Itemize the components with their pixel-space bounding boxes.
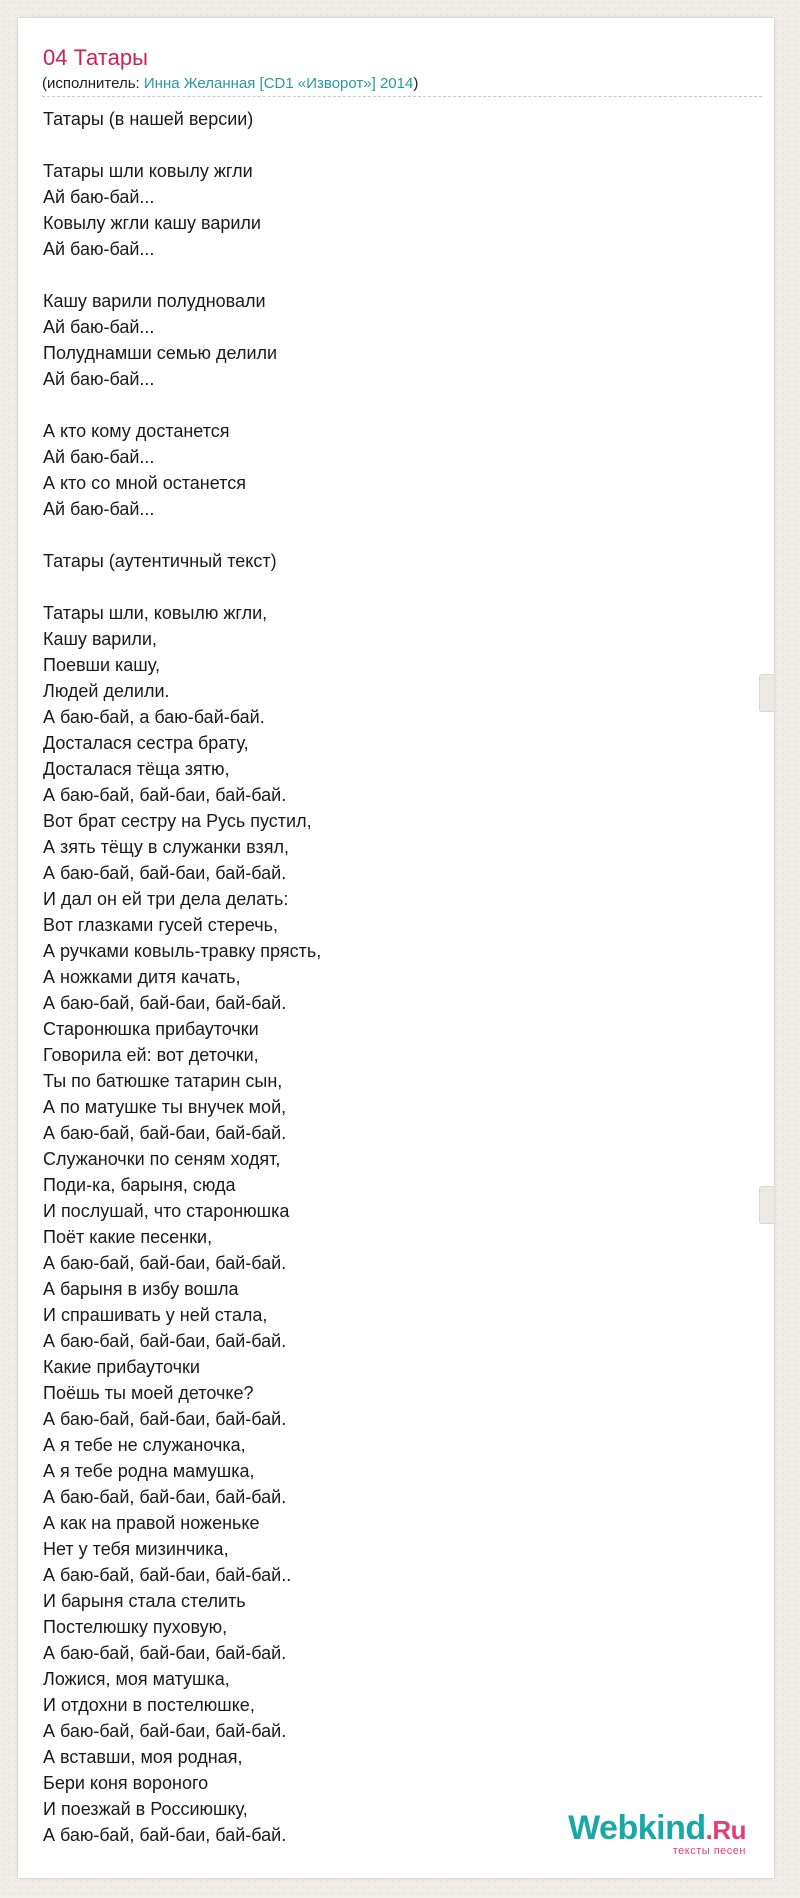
lyrics-line: А по матушке ты внучек мой,: [43, 1097, 287, 1117]
lyrics-line: Досталася тёща зятю,: [43, 759, 230, 779]
lyrics-line: А баю-бай, бай-баи, бай-бай.: [43, 993, 287, 1013]
lyrics-line: Нет у тебя мизинчика,: [43, 1539, 229, 1559]
watermark-tld: .Ru: [705, 1815, 746, 1845]
lyrics-line: Людей делили.: [43, 681, 170, 701]
lyrics-line: А баю-бай, бай-баи, бай-бай.: [43, 1331, 287, 1351]
lyrics-card: [17, 17, 775, 1879]
lyrics-blank-line: [43, 522, 743, 548]
lyrics-line: Ай баю-бай...: [43, 447, 155, 467]
lyrics-line: Поёшь ты моей деточке?: [43, 1383, 254, 1403]
lyrics-line: А баю-бай, бай-баи, бай-бай..: [43, 1565, 292, 1585]
lyrics-line: И барыня стала стелить: [43, 1591, 246, 1611]
lyrics-line: Старонюшка прибауточки: [43, 1019, 259, 1039]
song-title: 04 Татары: [43, 45, 148, 70]
lyrics-line: И дал он ей три дела делать:: [43, 889, 289, 909]
lyrics-line: А баю-бай, бай-баи, бай-бай.: [43, 1825, 287, 1845]
lyrics-line: Поевши кашу,: [43, 655, 160, 675]
lyrics-line: Говорила ей: вот деточки,: [43, 1045, 259, 1065]
lyrics-line: А баю-бай, бай-баи, бай-бай.: [43, 863, 287, 883]
lyrics-line: И послушай, что старонюшка: [43, 1201, 290, 1221]
lyrics-blank-line: [43, 262, 743, 288]
lyrics-line: Татары шли ковылу жгли: [43, 161, 253, 181]
lyrics-line: А кто со мной останется: [43, 473, 246, 493]
lyrics-line: А я тебе не служаночка,: [43, 1435, 246, 1455]
lyrics-line: Какие прибауточки: [43, 1357, 200, 1377]
lyrics-line: А баю-бай, бай-баи, бай-бай.: [43, 1409, 287, 1429]
song-meta: [42, 74, 762, 97]
lyrics-line: Ай баю-бай...: [43, 239, 155, 259]
lyrics-line: А баю-бай, бай-баи, бай-бай.: [43, 1721, 287, 1741]
year-link[interactable]: 2014: [379, 75, 414, 92]
lyrics-line: Кашу варили,: [43, 629, 157, 649]
lyrics-line: Кашу варили полудновали: [43, 291, 266, 311]
lyrics-line: Вот брат сестру на Русь пустил,: [43, 811, 312, 831]
lyrics-line: Служаночки по сеням ходят,: [43, 1149, 281, 1169]
lyrics-line: Постелюшку пуховую,: [43, 1617, 228, 1637]
lyrics-blank-line: [43, 574, 743, 600]
lyrics-line: А баю-бай, бай-баи, бай-бай.: [43, 1253, 287, 1273]
watermark-tagline: тексты песен: [672, 1845, 746, 1857]
lyrics-line: А баю-бай, бай-баи, бай-бай.: [43, 1643, 287, 1663]
lyrics-blank-line: [43, 392, 743, 418]
watermark-brand: Webkind: [568, 1809, 706, 1847]
lyrics-line: А баю-бай, бай-баи, бай-бай.: [43, 1487, 287, 1507]
lyrics-text: [43, 106, 743, 1848]
lyrics-line: Татары (аутентичный текст): [43, 551, 277, 571]
lyrics-line: Ай баю-бай...: [43, 187, 155, 207]
lyrics-line: Бери коня вороного: [43, 1773, 209, 1793]
lyrics-line: А баю-бай, бай-баи, бай-бай.: [43, 1123, 287, 1143]
meta-prefix: (исполнитель:: [42, 75, 144, 92]
lyrics-line: А как на правой ноженьке: [43, 1513, 260, 1533]
lyrics-line: Досталася сестра брату,: [43, 733, 249, 753]
lyrics-line: Ты по батюшке татарин сын,: [43, 1071, 283, 1091]
lyrics-line: Ай баю-бай...: [43, 369, 155, 389]
lyrics-line: А баю-бай, бай-баи, бай-бай.: [43, 785, 287, 805]
artist-link[interactable]: Инна Желанная: [143, 75, 256, 92]
site-watermark: [556, 1808, 746, 1858]
lyrics-line: Ковылу жгли кашу варили: [43, 213, 261, 233]
lyrics-line: А ручками ковыль-травку прясть,: [43, 941, 322, 961]
album-link[interactable]: [CD1 «Изворот»]: [259, 75, 376, 92]
lyrics-line: Вот глазками гусей стеречь,: [43, 915, 278, 935]
lyrics-line: Ложися, моя матушка,: [43, 1669, 230, 1689]
lyrics-line: Полуднамши семью делили: [43, 343, 278, 363]
lyrics-line: А баю-бай, а баю-бай-бай.: [43, 707, 265, 727]
lyrics-line: Поёт какие песенки,: [43, 1227, 213, 1247]
lyrics-line: А кто кому достанется: [43, 421, 230, 441]
lyrics-line: И отдохни в постелюшке,: [43, 1695, 255, 1715]
side-tab: [759, 1186, 774, 1224]
lyrics-line: Поди-ка, барыня, сюда: [43, 1175, 236, 1195]
side-tab: [759, 674, 774, 712]
lyrics-line: А ножками дитя качать,: [43, 967, 241, 987]
lyrics-line: Татары (в нашей версии): [43, 109, 254, 129]
lyrics-line: Татары шли, ковылю жгли,: [43, 603, 268, 623]
lyrics-line: А вставши, моя родная,: [43, 1747, 243, 1767]
lyrics-line: А я тебе родна мамушка,: [43, 1461, 255, 1481]
lyrics-line: Ай баю-бай...: [43, 499, 155, 519]
lyrics-line: И поезжай в Россиюшку,: [43, 1799, 248, 1819]
lyrics-line: И спрашивать у ней стала,: [43, 1305, 268, 1325]
lyrics-blank-line: [43, 132, 743, 158]
lyrics-line: А барыня в избу вошла: [43, 1279, 239, 1299]
lyrics-line: Ай баю-бай...: [43, 317, 155, 337]
meta-suffix: ): [413, 75, 419, 92]
lyrics-line: А зять тёщу в служанки взял,: [43, 837, 289, 857]
